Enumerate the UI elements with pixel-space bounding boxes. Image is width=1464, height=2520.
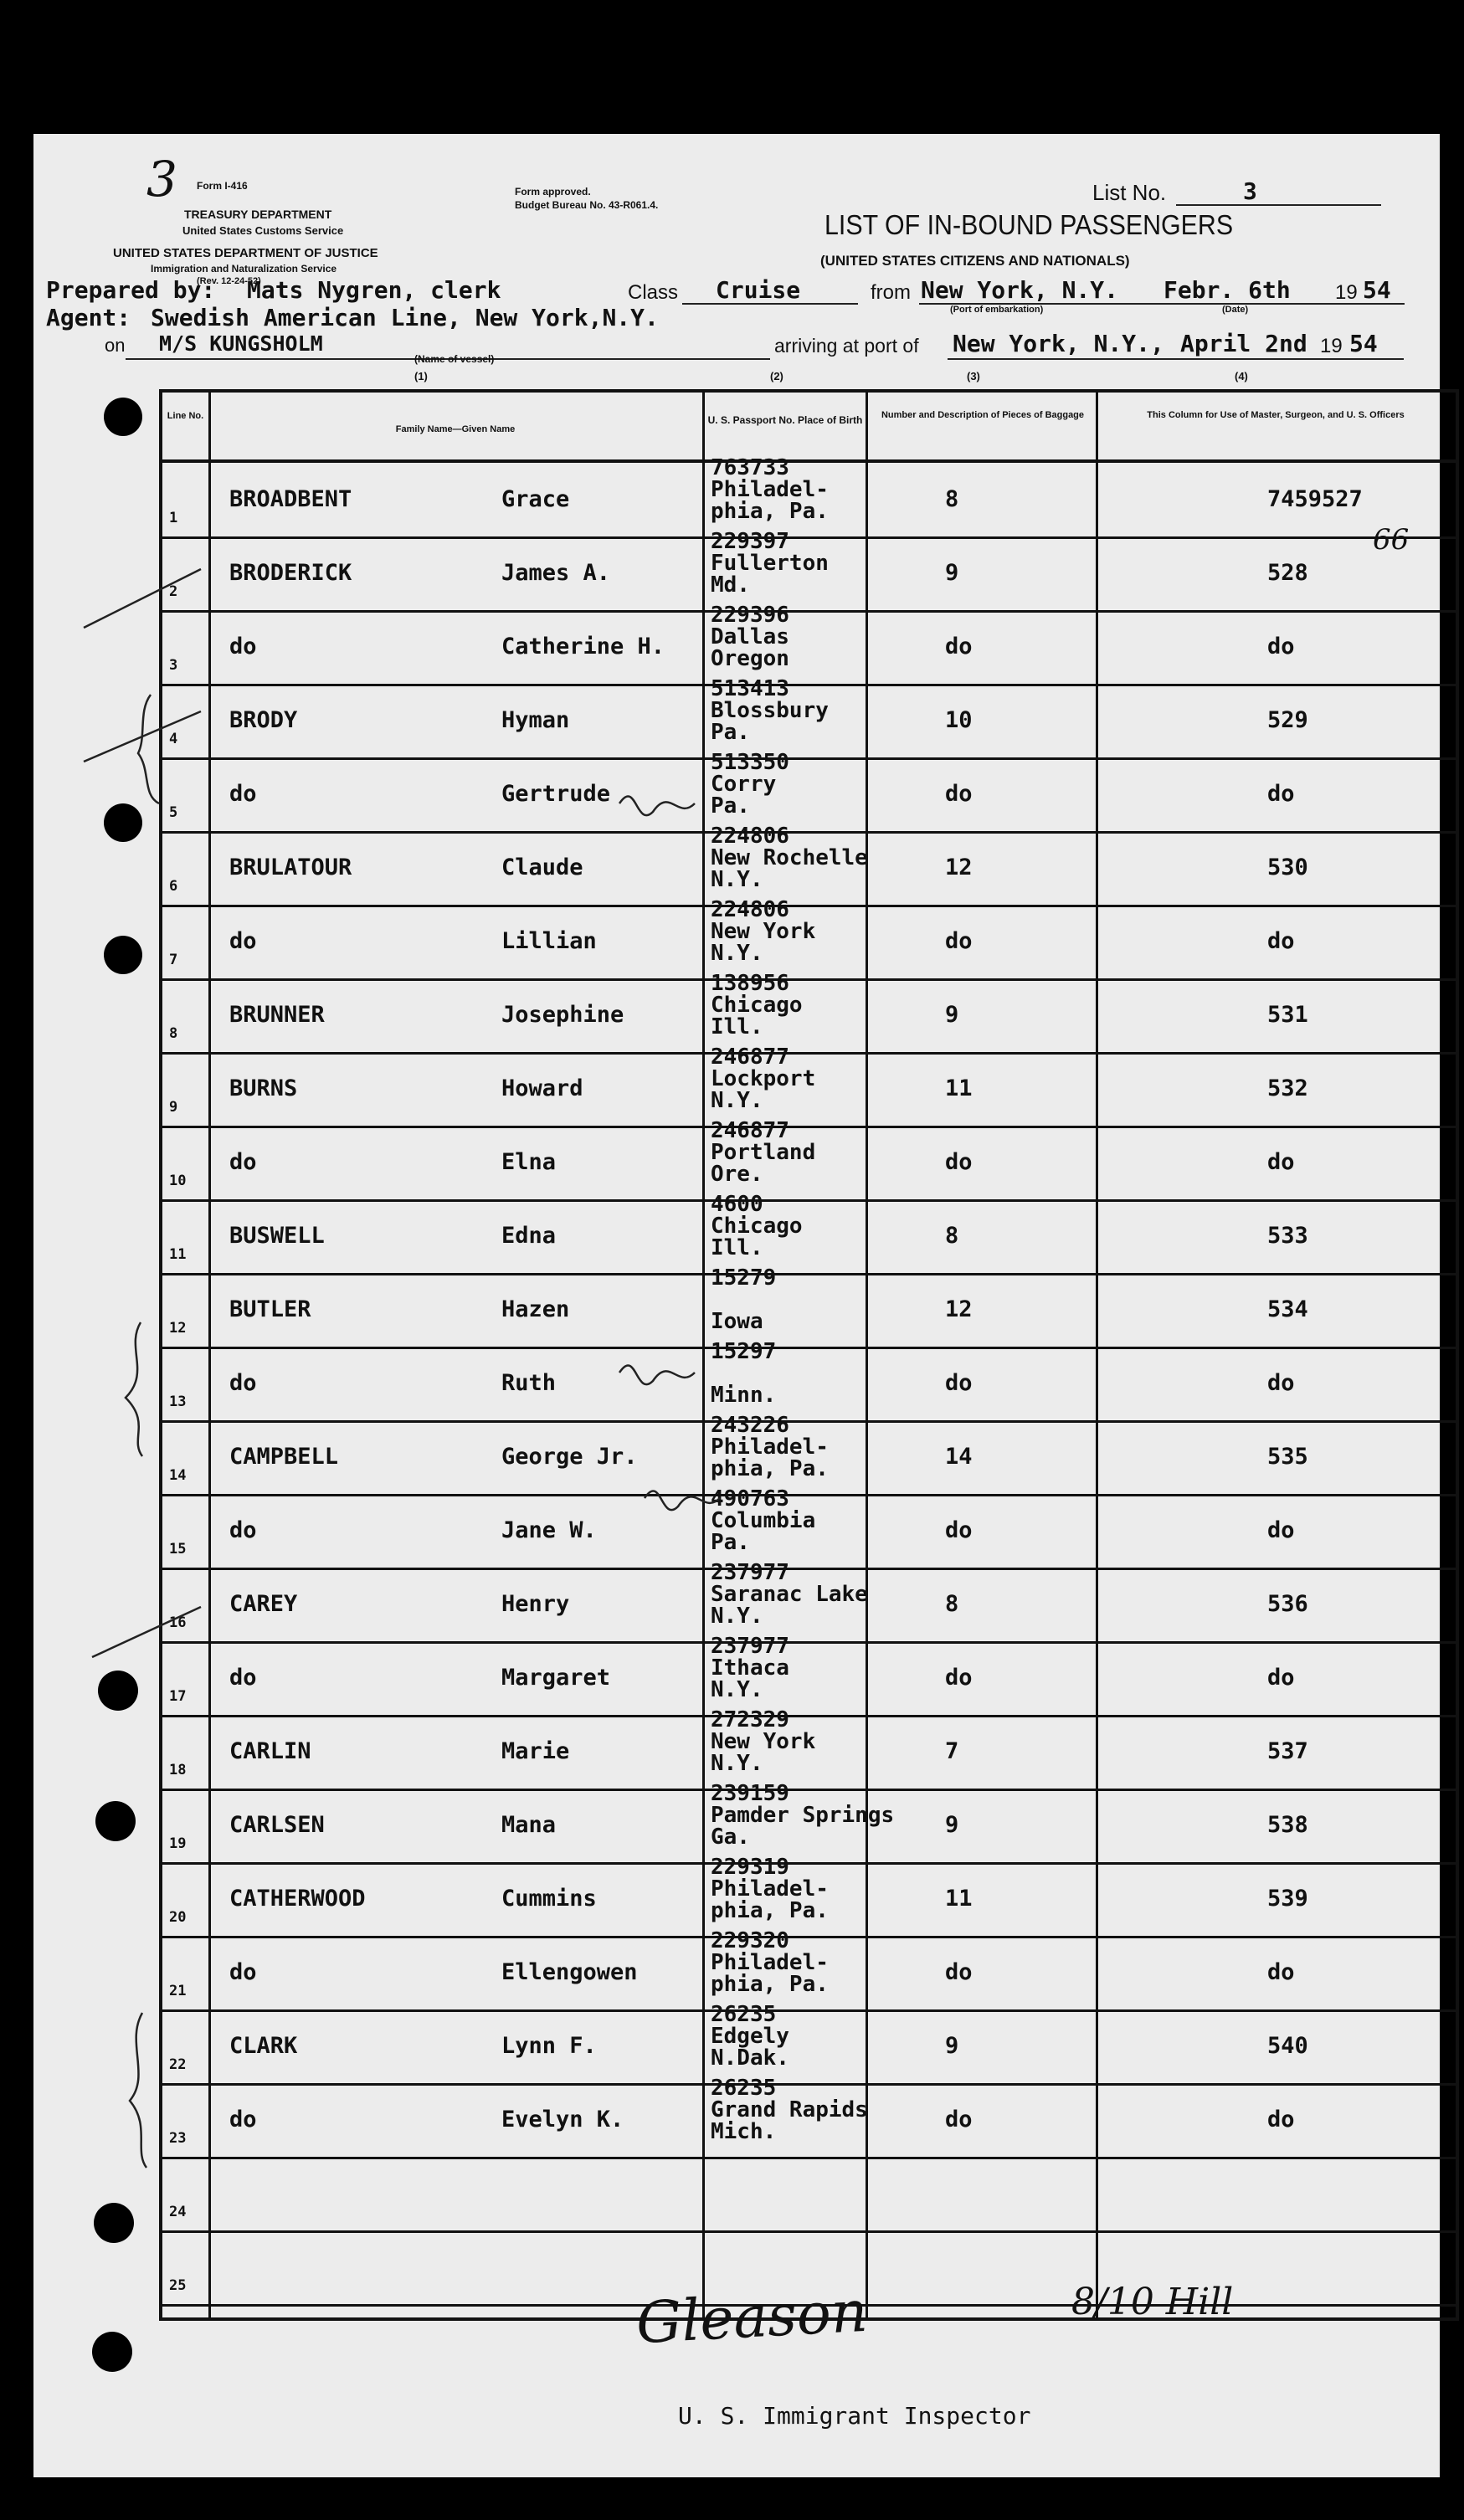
page-mark: 3: [146, 151, 177, 208]
given-name: Ellengowen: [501, 1959, 638, 1985]
officer-number: do: [1267, 1665, 1295, 1691]
port-embark-caption: (Port of embarkation): [950, 305, 1044, 315]
given-name: Evelyn K.: [501, 2107, 624, 2133]
family-name: do: [229, 1370, 257, 1396]
given-name: Hazen: [501, 1296, 570, 1322]
budget-bureau: Budget Bureau No. 43-R061.4.: [515, 199, 659, 211]
birthplace-line-2: Pa.: [711, 720, 750, 745]
birthplace-line-2: N.Y.: [711, 1088, 763, 1113]
passport-number: 239159: [711, 1781, 789, 1806]
birthplace-line-2: phia, Pa.: [711, 1972, 829, 1997]
birthplace-line-1: Edgely: [711, 2024, 789, 2049]
officer-number: 533: [1267, 1223, 1308, 1249]
from-label: from: [871, 281, 911, 304]
officer-number: 530: [1267, 855, 1308, 880]
given-name: Ruth: [501, 1370, 557, 1396]
officer-number: do: [1267, 634, 1295, 660]
given-name: Lillian: [501, 928, 597, 954]
officer-number: do: [1267, 1149, 1295, 1175]
birthplace-line-2: Mich.: [711, 2119, 777, 2144]
margin-note: 66: [1373, 523, 1410, 557]
vessel-caption: (Name of vessel): [414, 353, 495, 365]
arriving-year: 54: [1349, 330, 1378, 357]
birthplace-line-2: N.Y.: [711, 1677, 763, 1702]
column-caption-1: (1): [414, 370, 428, 382]
row-number: 10: [169, 1173, 187, 1189]
arriving-year-prefix: 19: [1320, 335, 1343, 357]
date-caption: (Date): [1222, 305, 1249, 315]
officer-number: do: [1267, 1517, 1295, 1543]
passport-number: 272329: [711, 1707, 789, 1732]
birthplace-line-2: Pa.: [711, 793, 750, 819]
family-name: BUTLER: [229, 1296, 311, 1322]
punch-hole: [104, 398, 142, 436]
family-name: CLARK: [229, 2033, 298, 2059]
baggage-count: do: [945, 1370, 973, 1396]
given-name: Elna: [501, 1149, 557, 1175]
officer-number: 7459527: [1267, 486, 1363, 512]
family-name: BRULATOUR: [229, 855, 352, 880]
birthplace-line-1: Lockport: [711, 1066, 816, 1091]
from-date: Febr. 6th: [1163, 276, 1291, 304]
row-number: 8: [169, 1025, 178, 1042]
birthplace-line-2: N.Dak.: [711, 2045, 789, 2071]
given-name: Lynn F.: [501, 2033, 597, 2059]
family-name: BURNS: [229, 1075, 298, 1101]
arriving-label: arriving at port of: [774, 335, 919, 357]
officer-number: 531: [1267, 1002, 1308, 1028]
from-year-prefix: 19: [1335, 281, 1358, 304]
arriving-port: New York, N.Y.,: [953, 330, 1164, 357]
officer-number: 540: [1267, 2033, 1308, 2059]
officer-number: do: [1267, 2107, 1295, 2133]
row-number: 6: [169, 878, 178, 895]
ins-label: Immigration and Naturalization Service: [151, 263, 337, 275]
baggage-count: 9: [945, 560, 959, 586]
family-name: BRODERICK: [229, 560, 352, 586]
officer-number: do: [1267, 781, 1295, 807]
col-header-line-no: Line No.: [167, 411, 204, 421]
birthplace-line-2: Ill.: [711, 1235, 763, 1260]
birthplace-line-1: Blossbury: [711, 698, 829, 723]
form-number: Form I-416: [197, 180, 248, 192]
family-name: do: [229, 2107, 257, 2133]
family-name: CARLIN: [229, 1738, 311, 1764]
on-label: on: [105, 335, 126, 356]
baggage-count: 11: [945, 1075, 973, 1101]
birthplace-line-2: Ill.: [711, 1014, 763, 1039]
row-number: 22: [169, 2056, 187, 2073]
given-name: Mana: [501, 1812, 557, 1838]
baggage-count: 11: [945, 1886, 973, 1912]
birthplace-line-1: Pamder Springs: [711, 1803, 895, 1828]
birthplace-line-1: Portland: [711, 1140, 816, 1165]
row-number: 18: [169, 1762, 187, 1778]
col-header-passport: U. S. Passport No. Place of Birth: [707, 414, 863, 426]
treasury-label: TREASURY DEPARTMENT: [184, 208, 332, 221]
officer-number: 536: [1267, 1591, 1308, 1617]
birthplace-line-1: Chicago: [711, 1214, 803, 1239]
baggage-count: 9: [945, 1812, 959, 1838]
given-name: Edna: [501, 1223, 557, 1249]
row-number: 17: [169, 1688, 187, 1705]
baggage-count: do: [945, 781, 973, 807]
birthplace-line-1: Saranac Lake: [711, 1582, 868, 1607]
row-number: 24: [169, 2204, 187, 2220]
birthplace-line-1: New York: [711, 1729, 816, 1754]
given-name: Grace: [501, 486, 570, 512]
passport-number: 243226: [711, 1413, 789, 1438]
list-no-value: 3: [1243, 177, 1257, 205]
baggage-count: do: [945, 1149, 973, 1175]
col-header-officers: This Column for Use of Master, Surgeon, and U. S. Officers: [1147, 410, 1405, 420]
family-name: BUSWELL: [229, 1223, 325, 1249]
passport-number: 26235: [711, 2076, 777, 2101]
birthplace-line-1: Fullerton: [711, 551, 829, 576]
row-number: 21: [169, 1983, 187, 1999]
passport-number: 490763: [711, 1486, 789, 1511]
passport-number: 138956: [711, 971, 789, 996]
column-caption-4: (4): [1235, 370, 1248, 382]
family-name: do: [229, 1665, 257, 1691]
birthplace-line-1: Grand Rapids: [711, 2097, 868, 2122]
birthplace-line-2: Ore.: [711, 1162, 763, 1187]
page-subtitle: (UNITED STATES CITIZENS AND NATIONALS): [820, 253, 1130, 269]
passport-number: 26235: [711, 2002, 777, 2027]
agent-label: Agent:: [46, 304, 131, 331]
punch-hole: [98, 1671, 138, 1711]
given-name: Henry: [501, 1591, 570, 1617]
row-number: 2: [169, 583, 178, 600]
inspector-signature: Gleason: [634, 2278, 870, 2358]
family-name: do: [229, 1149, 257, 1175]
passport-number: 224806: [711, 824, 789, 849]
baggage-count: 8: [945, 1223, 959, 1249]
baggage-count: 12: [945, 855, 973, 880]
family-name: BRUNNER: [229, 1002, 325, 1028]
row-number: 14: [169, 1467, 187, 1484]
vessel-name: M/S KUNGSHOLM: [159, 331, 323, 356]
baggage-count: do: [945, 928, 973, 954]
family-name: CATHERWOOD: [229, 1886, 366, 1912]
birthplace-line-1: Chicago: [711, 993, 803, 1018]
customs-label: United States Customs Service: [182, 224, 344, 237]
passport-number: 229319: [711, 1855, 789, 1880]
passport-number: 4600: [711, 1192, 763, 1217]
row-number: 16: [169, 1614, 187, 1631]
passport-number: 237977: [711, 1560, 789, 1585]
given-name: George Jr.: [501, 1444, 638, 1470]
officer-number: do: [1267, 928, 1295, 954]
birthplace-line-1: Philadel-: [711, 477, 829, 502]
family-name: CAREY: [229, 1591, 298, 1617]
birthplace-line-2: N.Y.: [711, 941, 763, 966]
birthplace-line-1: Corry: [711, 772, 777, 797]
list-no-label: List No.: [1092, 180, 1167, 205]
family-name: CARLSEN: [229, 1812, 325, 1838]
officer-number: 532: [1267, 1075, 1308, 1101]
officer-number: 528: [1267, 560, 1308, 586]
family-name: do: [229, 1959, 257, 1985]
row-number: 11: [169, 1246, 187, 1263]
birthplace-line-2: N.Y.: [711, 1751, 763, 1776]
row-number: 4: [169, 731, 178, 747]
baggage-count: do: [945, 1517, 973, 1543]
row-number: 25: [169, 2277, 187, 2294]
row-number: 5: [169, 804, 178, 821]
birthplace-line-1: New York: [711, 919, 816, 944]
birthplace-line-1: Philadel-: [711, 1435, 829, 1460]
given-name: James A.: [501, 560, 611, 586]
officer-number: do: [1267, 1370, 1295, 1396]
passport-number: 224806: [711, 897, 789, 922]
from-year: 54: [1363, 276, 1391, 304]
punch-hole: [104, 803, 142, 842]
row-number: 13: [169, 1393, 187, 1410]
baggage-count: 7: [945, 1738, 959, 1764]
passport-number: 229396: [711, 603, 789, 628]
family-name: do: [229, 928, 257, 954]
passport-number: 513350: [711, 750, 789, 775]
given-name: Marie: [501, 1738, 570, 1764]
officer-number: do: [1267, 1959, 1295, 1985]
given-name: Josephine: [501, 1002, 624, 1028]
birthplace-line-1: New Rochelle: [711, 845, 868, 870]
prepared-label: Prepared by:: [46, 276, 216, 304]
officer-number: 538: [1267, 1812, 1308, 1838]
row-number: 1: [169, 510, 178, 526]
row-number: 23: [169, 2130, 187, 2147]
passport-number: 513413: [711, 676, 789, 701]
baggage-count: do: [945, 634, 973, 660]
passport-number: 15297: [711, 1339, 777, 1364]
punch-hole: [94, 2203, 134, 2243]
officer-number: 535: [1267, 1444, 1308, 1470]
signature-note: 8/10 Hill: [1071, 2281, 1234, 2323]
birthplace-line-1: Philadel-: [711, 1950, 829, 1975]
row-number: 12: [169, 1320, 187, 1337]
family-name: do: [229, 634, 257, 660]
handwritten-marks: [33, 134, 1440, 2477]
baggage-count: 12: [945, 1296, 973, 1322]
prepared-value: Mats Nygren, clerk: [247, 276, 501, 304]
birthplace-line-1: Columbia: [711, 1508, 816, 1533]
given-name: Claude: [501, 855, 583, 880]
given-name: Gertrude: [501, 781, 611, 807]
birthplace-line-2: phia, Pa.: [711, 1898, 829, 1923]
birthplace-line-2: N.Y.: [711, 1604, 763, 1629]
given-name: Cummins: [501, 1886, 597, 1912]
family-name: do: [229, 781, 257, 807]
row-number: 7: [169, 952, 178, 968]
passport-number: 15279: [711, 1265, 777, 1291]
birthplace-line-1: Dallas: [711, 624, 789, 649]
officer-number: 534: [1267, 1296, 1308, 1322]
row-number: 19: [169, 1835, 187, 1852]
arriving-date: April 2nd: [1180, 330, 1307, 357]
given-name: Jane W.: [501, 1517, 597, 1543]
baggage-count: do: [945, 1665, 973, 1691]
punch-hole: [92, 2332, 132, 2372]
punch-hole: [95, 1801, 136, 1841]
birthplace-line-2: Iowa: [711, 1309, 763, 1334]
officer-number: 537: [1267, 1738, 1308, 1764]
family-name: BROADBENT: [229, 486, 352, 512]
baggage-count: 9: [945, 2033, 959, 2059]
birthplace-line-1: Philadel-: [711, 1876, 829, 1902]
given-name: Catherine H.: [501, 634, 665, 660]
class-label: Class: [628, 281, 679, 304]
passport-number: 229320: [711, 1928, 789, 1953]
passport-number: 237977: [711, 1634, 789, 1659]
baggage-count: 10: [945, 707, 973, 733]
birthplace-line-2: Minn.: [711, 1383, 777, 1408]
class-value: Cruise: [716, 276, 801, 304]
page-title: LIST OF IN-BOUND PASSENGERS: [824, 209, 1234, 240]
baggage-count: do: [945, 2107, 973, 2133]
baggage-count: 14: [945, 1444, 973, 1470]
birthplace-line-2: N.Y.: [711, 867, 763, 892]
column-caption-2: (2): [770, 370, 783, 382]
officer-number: 539: [1267, 1886, 1308, 1912]
family-name: BRODY: [229, 707, 298, 733]
manifest-page: [33, 134, 1440, 2477]
passport-number: 246877: [711, 1044, 789, 1070]
birthplace-line-2: phia, Pa.: [711, 1456, 829, 1481]
given-name: Howard: [501, 1075, 583, 1101]
revision-label: (Rev. 12-24-52): [197, 276, 261, 286]
birthplace-line-2: Oregon: [711, 646, 789, 671]
passport-number: 763733: [711, 455, 789, 480]
agent-value: Swedish American Line, New York,N.Y.: [151, 304, 659, 331]
col-header-name: Family Name—Given Name: [395, 424, 516, 434]
inspector-label: U. S. Immigrant Inspector: [678, 2402, 1031, 2430]
baggage-count: do: [945, 1959, 973, 1985]
family-name: do: [229, 1517, 257, 1543]
family-name: CAMPBELL: [229, 1444, 339, 1470]
given-name: Margaret: [501, 1665, 611, 1691]
col-header-baggage: Number and Description of Pieces of Baggage: [881, 410, 1085, 420]
birthplace-line-2: phia, Pa.: [711, 499, 829, 524]
row-number: 3: [169, 657, 178, 674]
row-number: 9: [169, 1099, 178, 1116]
birthplace-line-2: Pa.: [711, 1530, 750, 1555]
birthplace-line-2: Md.: [711, 572, 750, 598]
justice-label: UNITED STATES DEPARTMENT OF JUSTICE: [113, 246, 378, 260]
form-approved: Form approved.: [515, 186, 591, 198]
baggage-count: 8: [945, 1591, 959, 1617]
birthplace-line-2: Ga.: [711, 1825, 750, 1850]
row-number: 15: [169, 1541, 187, 1558]
officer-number: 529: [1267, 707, 1308, 733]
from-port: New York, N.Y.: [921, 276, 1119, 304]
baggage-count: 9: [945, 1002, 959, 1028]
punch-hole: [104, 936, 142, 974]
row-number: 20: [169, 1909, 187, 1926]
birthplace-line-1: Ithaca: [711, 1655, 789, 1681]
passport-number: 246877: [711, 1118, 789, 1143]
passport-number: 229397: [711, 529, 789, 554]
given-name: Hyman: [501, 707, 570, 733]
baggage-count: 8: [945, 486, 959, 512]
column-caption-3: (3): [967, 370, 980, 382]
